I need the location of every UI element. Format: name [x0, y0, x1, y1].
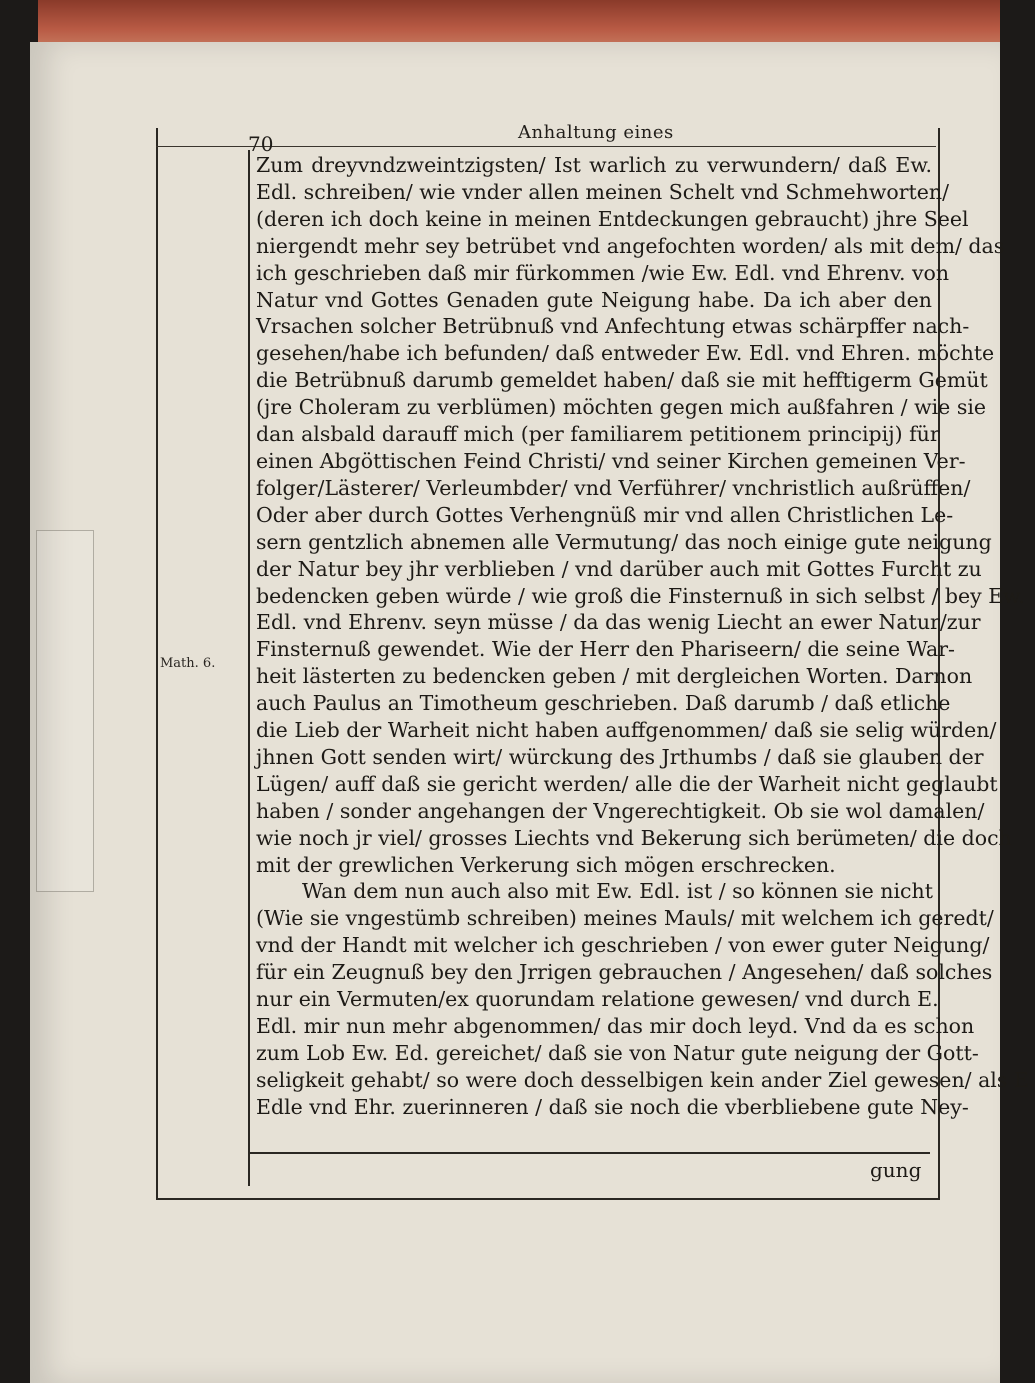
transparent-page-clip — [36, 530, 94, 892]
text-line: seligkeit gehabt/ so were doch desselbigen kein ander Ziel gewesen/ als E. — [256, 1067, 1035, 1092]
running-head: Anhaltung eines — [518, 122, 674, 143]
text-line: Vrsachen solcher Betrübnuß vnd Anfechtung etwas schärpffer nach- — [256, 314, 970, 339]
text-line: Zum dreyvndzweintzigsten/ Ist warlich zu verwundern/ daß Ew. — [256, 153, 932, 177]
text-line: folger/Lästerer/ Verleumbder/ vnd Verführer/ vnchristlich außrüffen/ — [256, 475, 971, 500]
text-line: Finsternuß gewendet. Wie der Herr den Phariseern/ die seine War- — [256, 637, 955, 662]
text-line: jhnen Gott senden wirt/ würckung des Jrthumbs / daß sie glauben der — [256, 744, 984, 769]
text-line: Edl. schreiben/ wie vnder allen meinen Schelt vnd Schmehworten/ — [256, 179, 949, 204]
margin-note: Math. 6. — [160, 656, 216, 671]
text-line: (jre Choleram zu verblümen) möchten gegen mich außfahren / wie sie — [256, 395, 987, 420]
text-line: heit lästerten zu bedencken geben / mit dergleichen Worten. Darnon — [256, 664, 973, 689]
text-line: Oder aber durch Gottes Verhengnüß mir vnd allen Christlichen Le- — [256, 502, 954, 527]
text-line: Edle vnd Ehr. zuerinneren / daß sie noch die vberbliebene gute Ney- — [256, 1094, 969, 1119]
text-line: (deren ich doch keine in meinen Entdeckungen gebraucht) jhre Seel — [256, 206, 969, 231]
page-number: 70 — [248, 132, 274, 156]
text-line: Natur vnd Gottes Genaden gute Neigung habe. Da ich aber den — [256, 287, 932, 312]
text-line: bedencken geben würde / wie groß die Finsternuß in sich selbst / bey Ew. — [256, 583, 1025, 608]
text-line: nur ein Vermuten/ex quorundam relatione gewesen/ vnd durch E. — [256, 987, 939, 1012]
book-page-edges — [38, 0, 1000, 48]
text-line: Edl. vnd Ehrenv. seyn müsse / da das wenig Liecht an ewer Natur/zur — [256, 610, 981, 635]
text-line: sern gentzlich abnemen alle Vermutung/ das noch einige gute neigung — [256, 529, 992, 554]
text-line: haben / sonder angehangen der Vngerechtigkeit. Ob sie wol damalen/ — [256, 798, 985, 823]
text-line: Edl. mir nun mehr abgenommen/ das mir doch leyd. Vnd da es schon — [256, 1014, 975, 1038]
text-line: niergendt mehr sey betrübet vnd angefochten worden/ als mit dem/ das — [256, 233, 1005, 258]
text-line: die Betrübnuß darumb gemeldet haben/ daß sie mit hefftigerm Gemüt — [256, 368, 988, 393]
text-line: gesehen/habe ich befunden/ daß entweder Ew. Edl. vnd Ehren. möchte — [256, 341, 995, 366]
text-line: für ein Zeugnuß bey den Jrrigen gebrauchen / Angesehen/ daß solches — [256, 960, 993, 985]
text-line: ich geschrieben daß mir fürkommen /wie Ew. Edl. vnd Ehrenv. von — [256, 260, 950, 285]
text-line: der Natur bey jhr verblieben / vnd darüber auch mit Gottes Furcht zu — [256, 556, 982, 581]
text-line: wie noch jr viel/ grosses Liechts vnd Bekerung sich berümeten/ die doch — [256, 825, 1012, 850]
text-line: Lügen/ auff daß sie gericht werden/ alle die der Warheit nicht geglaubt — [256, 771, 998, 796]
text-line: die Lieb der Warheit nicht haben auffgenommen/ daß sie selig würden/ — [256, 718, 997, 743]
text-line: Wan dem nun auch also mit Ew. Edl. ist / so können sie nicht — [302, 879, 933, 904]
text-line: einen Abgöttischen Feind Christi/ vnd seiner Kirchen gemeinen Ver- — [256, 448, 966, 473]
text-line: vnd der Handt mit welcher ich geschrieben / von ewer guter Neigung/ — [256, 933, 990, 958]
text-line: dan alsbald darauff mich (per familiarem petitionem principij) für — [256, 422, 940, 447]
text-line: auch Paulus an Timotheum geschrieben. Daß darumb / daß etliche — [256, 691, 951, 716]
catchword: gung — [870, 1158, 922, 1182]
text-line: mit der grewlichen Verkerung sich mögen erschrecken. — [256, 852, 836, 877]
text-line: (Wie sie vngestümb schreiben) meines Mauls/ mit welchem ich geredt/ — [256, 906, 994, 931]
body-text — [256, 152, 1035, 1121]
text-line: zum Lob Ew. Ed. gereichet/ daß sie von Natur gute neigung der Gott- — [256, 1040, 979, 1065]
footer-rule — [250, 1152, 930, 1154]
